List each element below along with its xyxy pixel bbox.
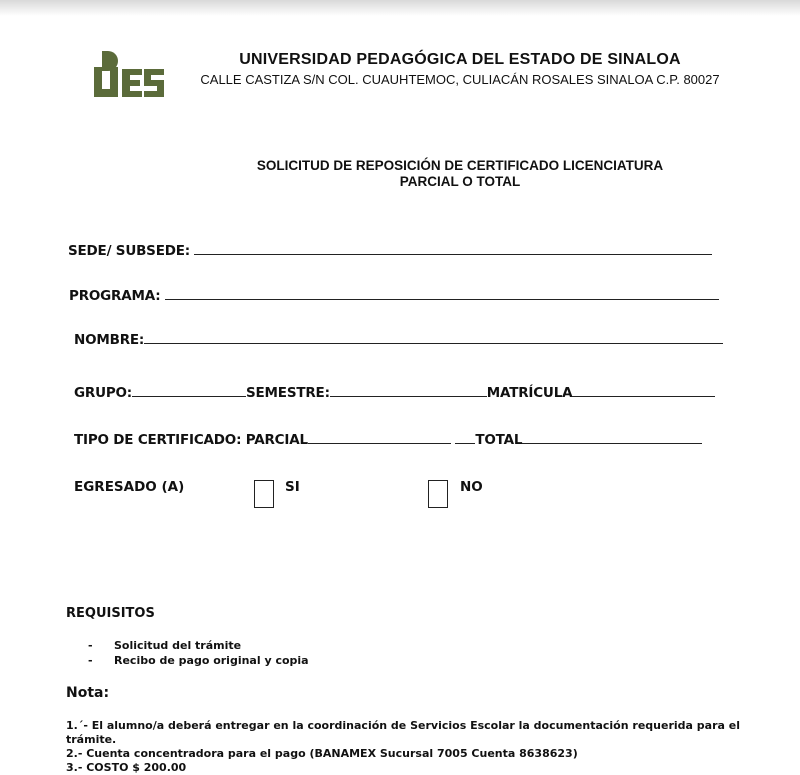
nota-title: Nota: (66, 685, 110, 701)
no-label: NO (460, 479, 483, 495)
si-label: SI (285, 479, 300, 495)
programa-field[interactable] (165, 285, 719, 300)
sede-row (68, 240, 712, 259)
semestre-field[interactable] (330, 382, 487, 397)
nota-item: 3.- COSTO $ 200.00 (66, 761, 187, 774)
form-title-line-1: SOLICITUD DE REPOSICIÓN DE CERTIFICADO LICENCIATURA (256, 158, 664, 173)
form-title-line-2: PARCIAL O TOTAL (399, 174, 521, 189)
tipo-certificado-row (74, 429, 702, 448)
page-top-shadow (0, 0, 800, 16)
grupo-label: GRUPO: (74, 385, 133, 401)
egresado-si-checkbox[interactable] (254, 480, 274, 508)
requisitos-list (88, 638, 309, 668)
requisito-item: - Recibo de pago original y copia (88, 653, 309, 668)
matricula-field[interactable] (572, 382, 715, 397)
parcial-label: PARCIAL (245, 432, 308, 448)
nombre-field[interactable] (144, 329, 723, 344)
institution-address: CALLE CASTIZA S/N COL. CUAUHTEMOC, CULIACÁN ROSALES SINALOA C.P. 80027 (200, 72, 720, 87)
institution-name: UNIVERSIDAD PEDAGÓGICA DEL ESTADO DE SINALOA (239, 51, 681, 68)
nombre-row (74, 329, 723, 348)
nota-item: 1.´- El alumno/a deberá entregar en la coordinación de Servicios Escolar la documentación requerida para el trámite. (66, 719, 740, 746)
requisito-item: - Solicitud del trámite (88, 638, 309, 653)
total-prefix-blank (455, 429, 475, 444)
grupo-row (74, 382, 715, 401)
parcial-field[interactable] (308, 429, 451, 444)
matricula-label: MATRÍCULA (486, 385, 573, 401)
ues-logo (88, 49, 166, 105)
programa-row (69, 285, 719, 304)
semestre-label: SEMESTRE: (246, 385, 330, 401)
programa-label: PROGRAMA: (69, 288, 161, 304)
tipo-certificado-label: TIPO DE CERTIFICADO: (74, 432, 242, 448)
requisitos-title: REQUISITOS (66, 606, 155, 621)
total-field[interactable] (522, 429, 702, 444)
nota-item: 2.- Cuenta concentradora para el pago (BANAMEX Sucursal 7005 Cuenta 8638623) (66, 747, 578, 760)
sede-field[interactable] (194, 240, 712, 255)
sede-label: SEDE/ SUBSEDE: (68, 243, 190, 259)
egresado-no-checkbox[interactable] (428, 480, 448, 508)
total-label: TOTAL (475, 432, 523, 448)
form-title (200, 158, 720, 190)
grupo-field[interactable] (132, 382, 246, 397)
egresado-label: EGRESADO (A) (74, 479, 185, 495)
nota-list (66, 719, 746, 775)
nombre-label: NOMBRE: (74, 332, 145, 348)
